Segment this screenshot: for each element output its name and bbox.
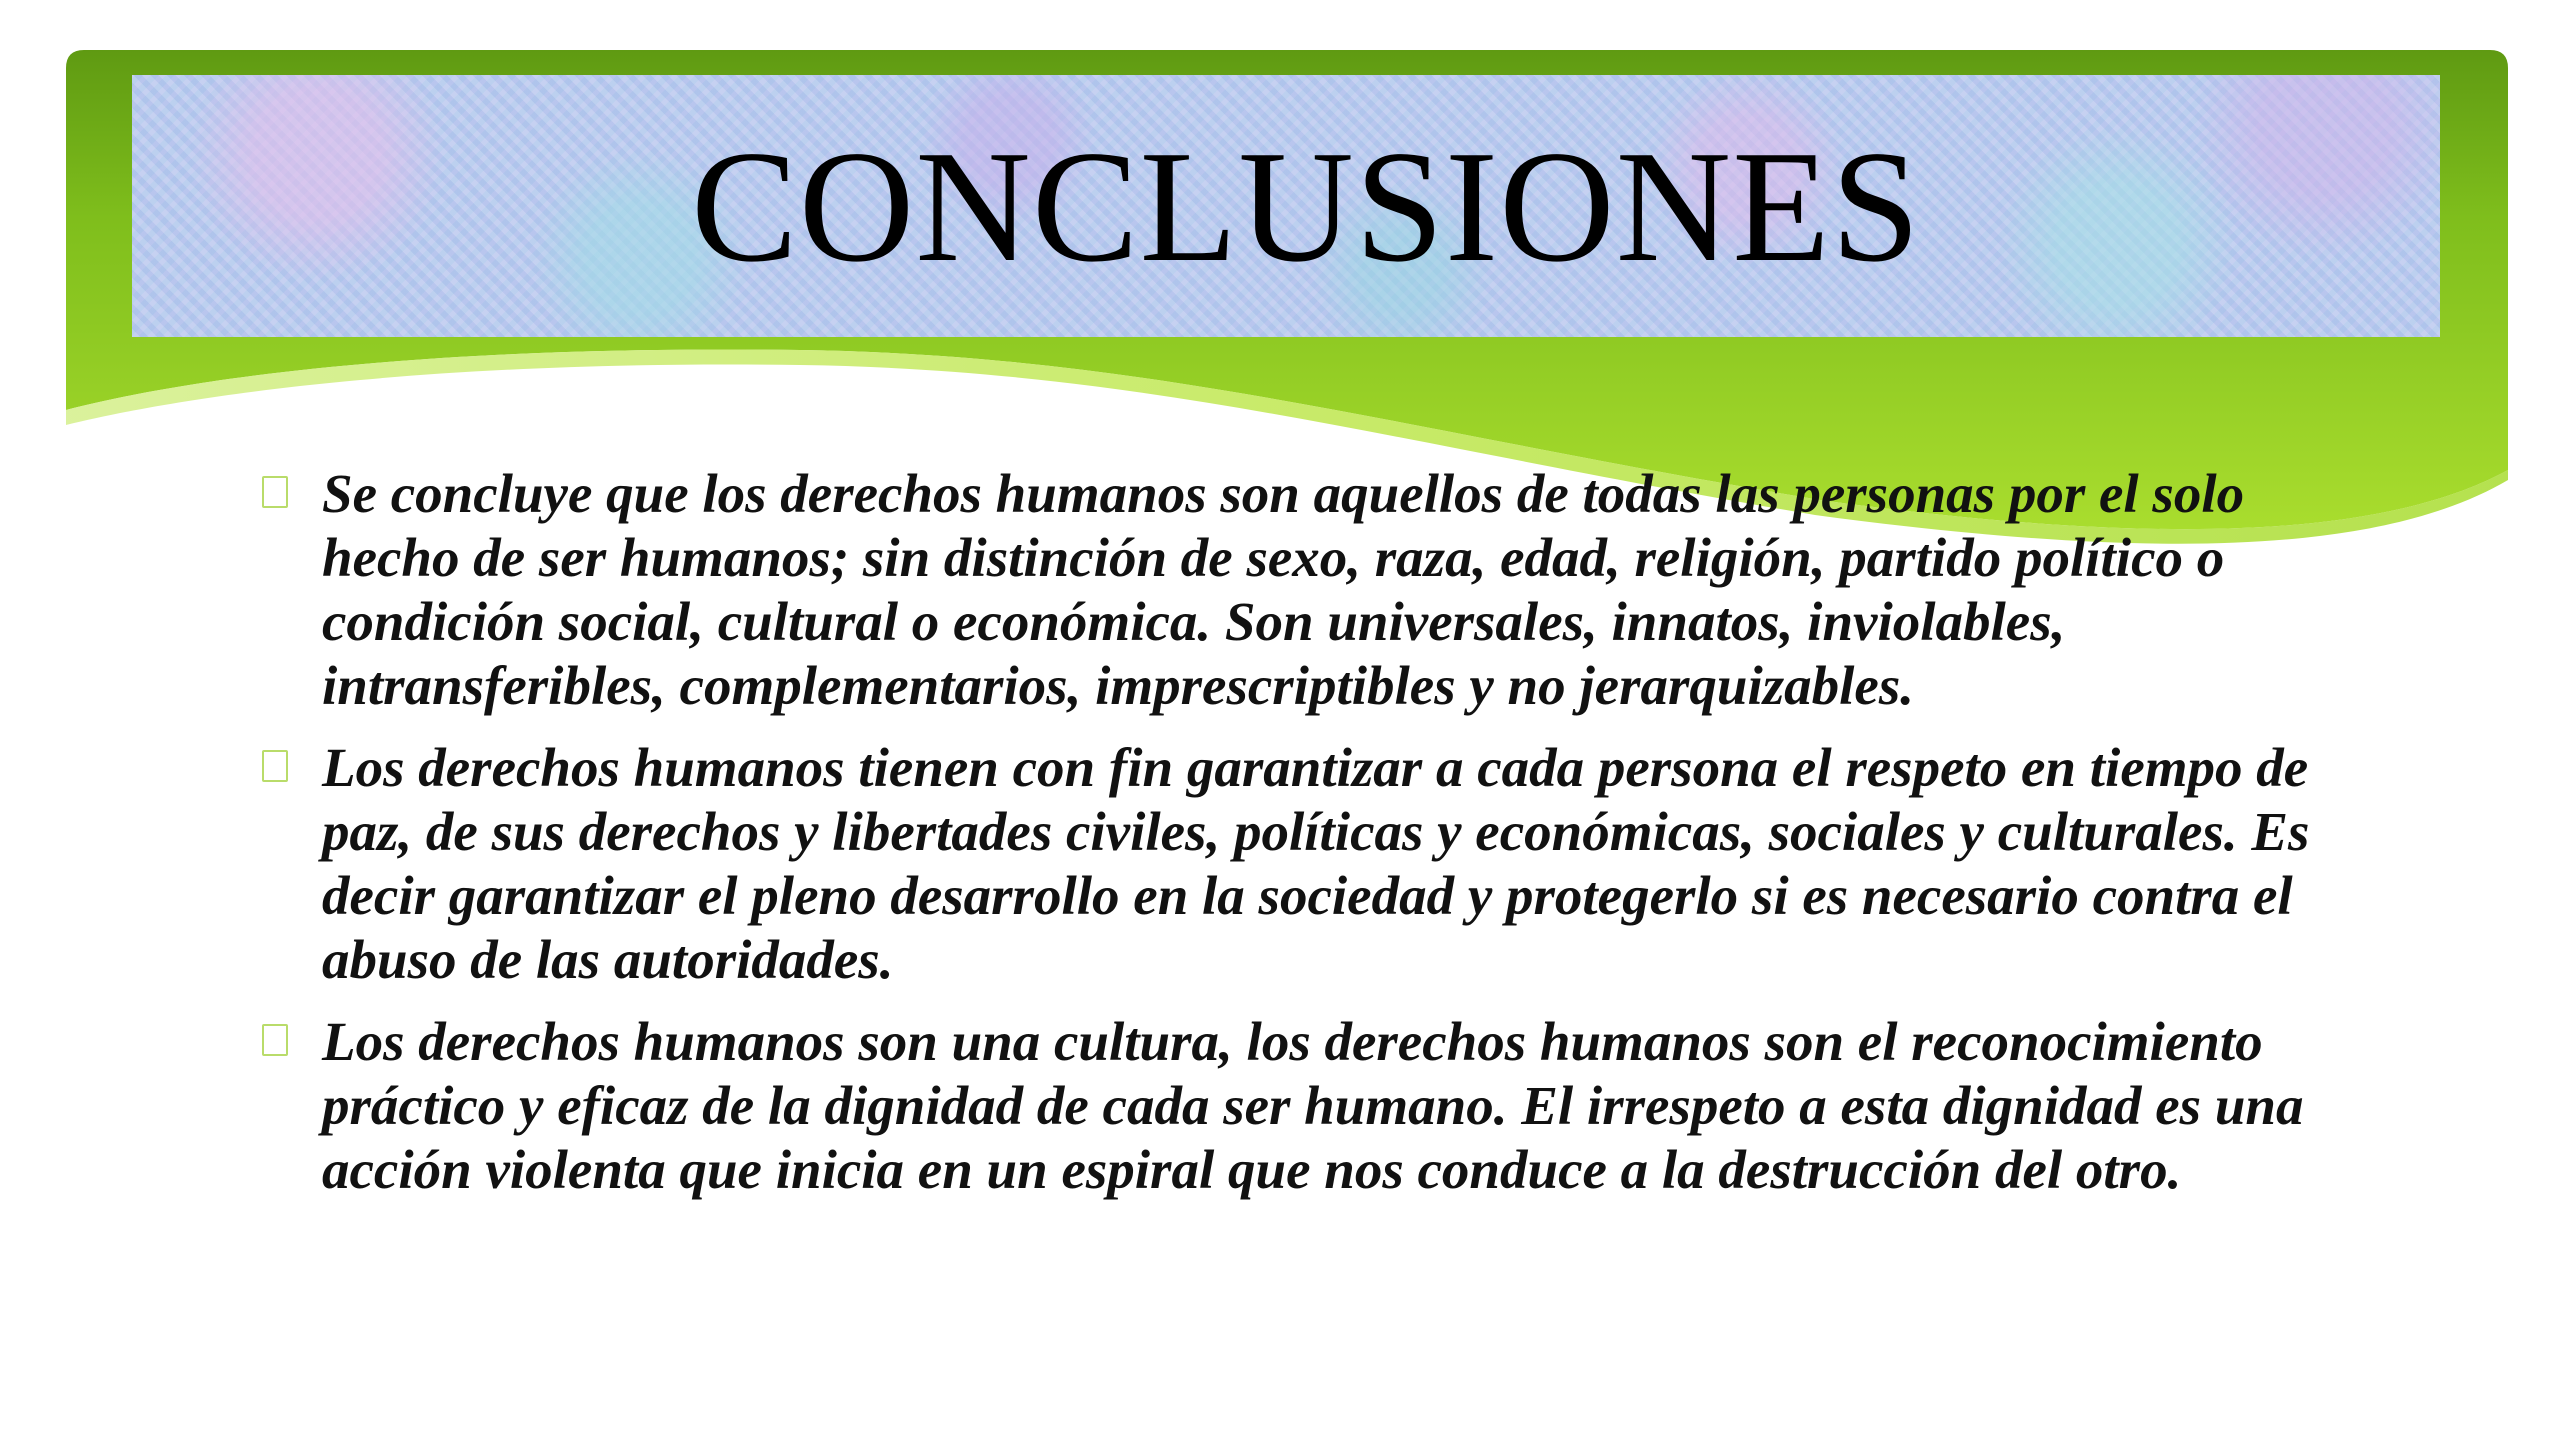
slide-title: CONCLUSIONES [691, 117, 1921, 295]
bullet-text: Los derechos humanos tienen con fin garantizar a cada persona el respeto en tiempo de paz, de sus derechos y libertades civiles, políticas y económicas, sociales y culturales. Es decir garantizar el pleno desarrollo en la sociedad y protegerlo si es necesario contra el abuso de las autoridades. [322, 737, 2310, 990]
title-box [132, 75, 2440, 337]
bullet-marker-icon [262, 750, 288, 782]
bullet-item [262, 736, 2342, 992]
bullet-marker-icon [262, 476, 288, 508]
bullet-text: Se concluye que los derechos humanos son aquellos de todas las personas por el solo hecho de ser humanos; sin distinción de sexo, raza, edad, religión, partido político o condición social, cultural o económica. Son universales, innatos, inviolables, intransferibles, complementarios, imprescriptibles y no jerarquizables. [322, 463, 2245, 716]
bullet-item [262, 462, 2342, 718]
bullet-list [262, 462, 2342, 1220]
bullet-text: Los derechos humanos son una cultura, los derechos humanos son el reconocimiento práctico y eficaz de la dignidad de cada ser humano. El irrespeto a esta dignidad es una acción violenta que inicia en un espiral que nos conduce a la destrucción del otro. [322, 1011, 2304, 1200]
bullet-item [262, 1010, 2342, 1202]
bullet-marker-icon [262, 1024, 288, 1056]
